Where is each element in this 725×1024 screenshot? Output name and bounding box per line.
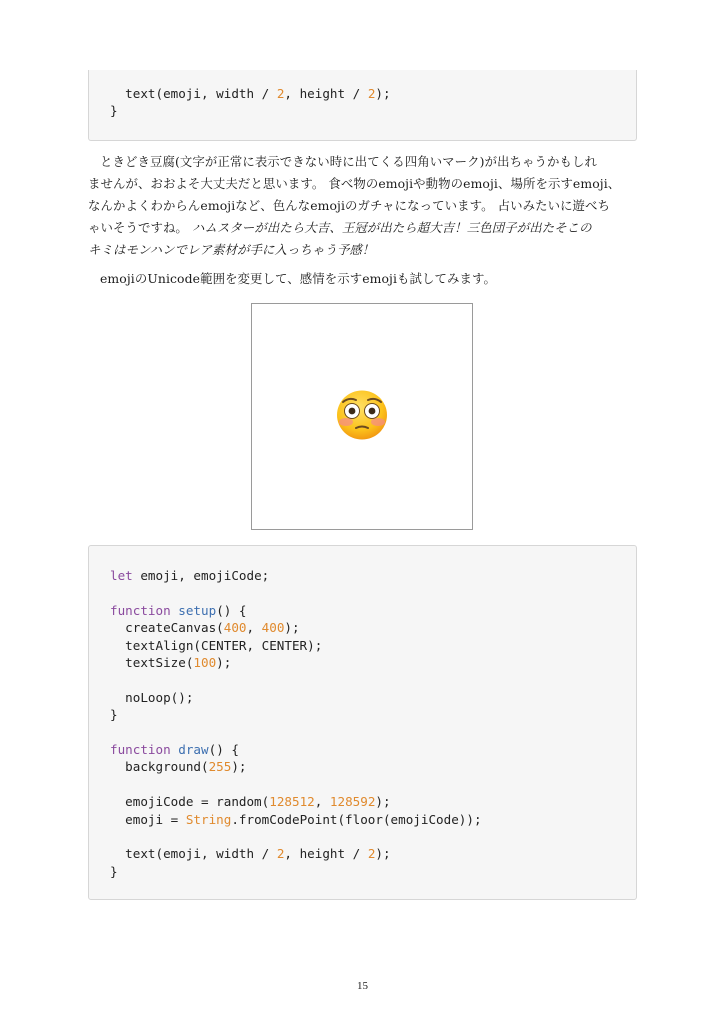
- code-line: let emoji, emojiCode;: [110, 568, 270, 583]
- code-block-continued: [88, 70, 637, 141]
- code-line: createCanvas(400, 400);: [110, 620, 300, 636]
- code-line: textAlign(CENTER, CENTER);: [110, 637, 323, 653]
- code-line: text(emoji, width / 2, height / 2);: [110, 86, 391, 101]
- code-line: }: [110, 863, 118, 879]
- code-line: [110, 671, 118, 688]
- paragraph-line: なんかよくわからんemojiなど、色んなemojiのガチャになっています。 占いみたいに遊べち: [88, 198, 611, 213]
- code-line: [110, 776, 118, 793]
- paragraph-italic-line: キミはモンハンでレア素材が手に入っちゃう予感！: [88, 242, 375, 257]
- code-line: textSize(100);: [110, 655, 232, 670]
- code-line: }: [110, 707, 118, 723]
- code-line: text(emoji, width / 2, height / 2);: [110, 846, 391, 862]
- page-number: 15: [357, 980, 368, 992]
- paragraph-line: ときどき豆腐(文字が正常に表示できない時に出てくる四角いマーク)が出ちゃうかもしれ: [100, 154, 598, 169]
- paragraph-emoji-gacha: [88, 151, 638, 261]
- paragraph-text: ゃいそうですね。: [88, 220, 192, 235]
- paragraph-line: emojiのUnicode範囲を変更して、感情を示すemojiも試してみます。: [100, 271, 496, 286]
- code-line: function setup() {: [110, 602, 247, 618]
- paragraph-italic-text: ハムスターが出たら大吉、王冠が出たら超大吉！三色団子が出たそこの: [191, 220, 592, 235]
- code-line: }: [110, 103, 118, 119]
- code-line: noLoop();: [110, 689, 194, 705]
- code-line: function draw() {: [110, 742, 239, 757]
- paragraph-line: ませんが、おおよそ大丈夫だと思います。 食べ物のemojiや動物のemoji、場所を示すemoji、: [88, 176, 621, 191]
- code-line: emojiCode = random(128512, 128592);: [110, 794, 391, 810]
- code-block: [88, 545, 637, 900]
- code-line: [110, 584, 118, 601]
- code-line: emoji = String.fromCodePoint(floor(emojiCode));: [110, 811, 482, 827]
- code-line: background(255);: [110, 759, 247, 775]
- flushed-face-icon: [335, 389, 389, 441]
- paragraph-emotion-emoji: [88, 268, 638, 290]
- paragraph-line: [88, 217, 638, 239]
- code-line: [110, 724, 118, 741]
- code-line: [110, 828, 118, 845]
